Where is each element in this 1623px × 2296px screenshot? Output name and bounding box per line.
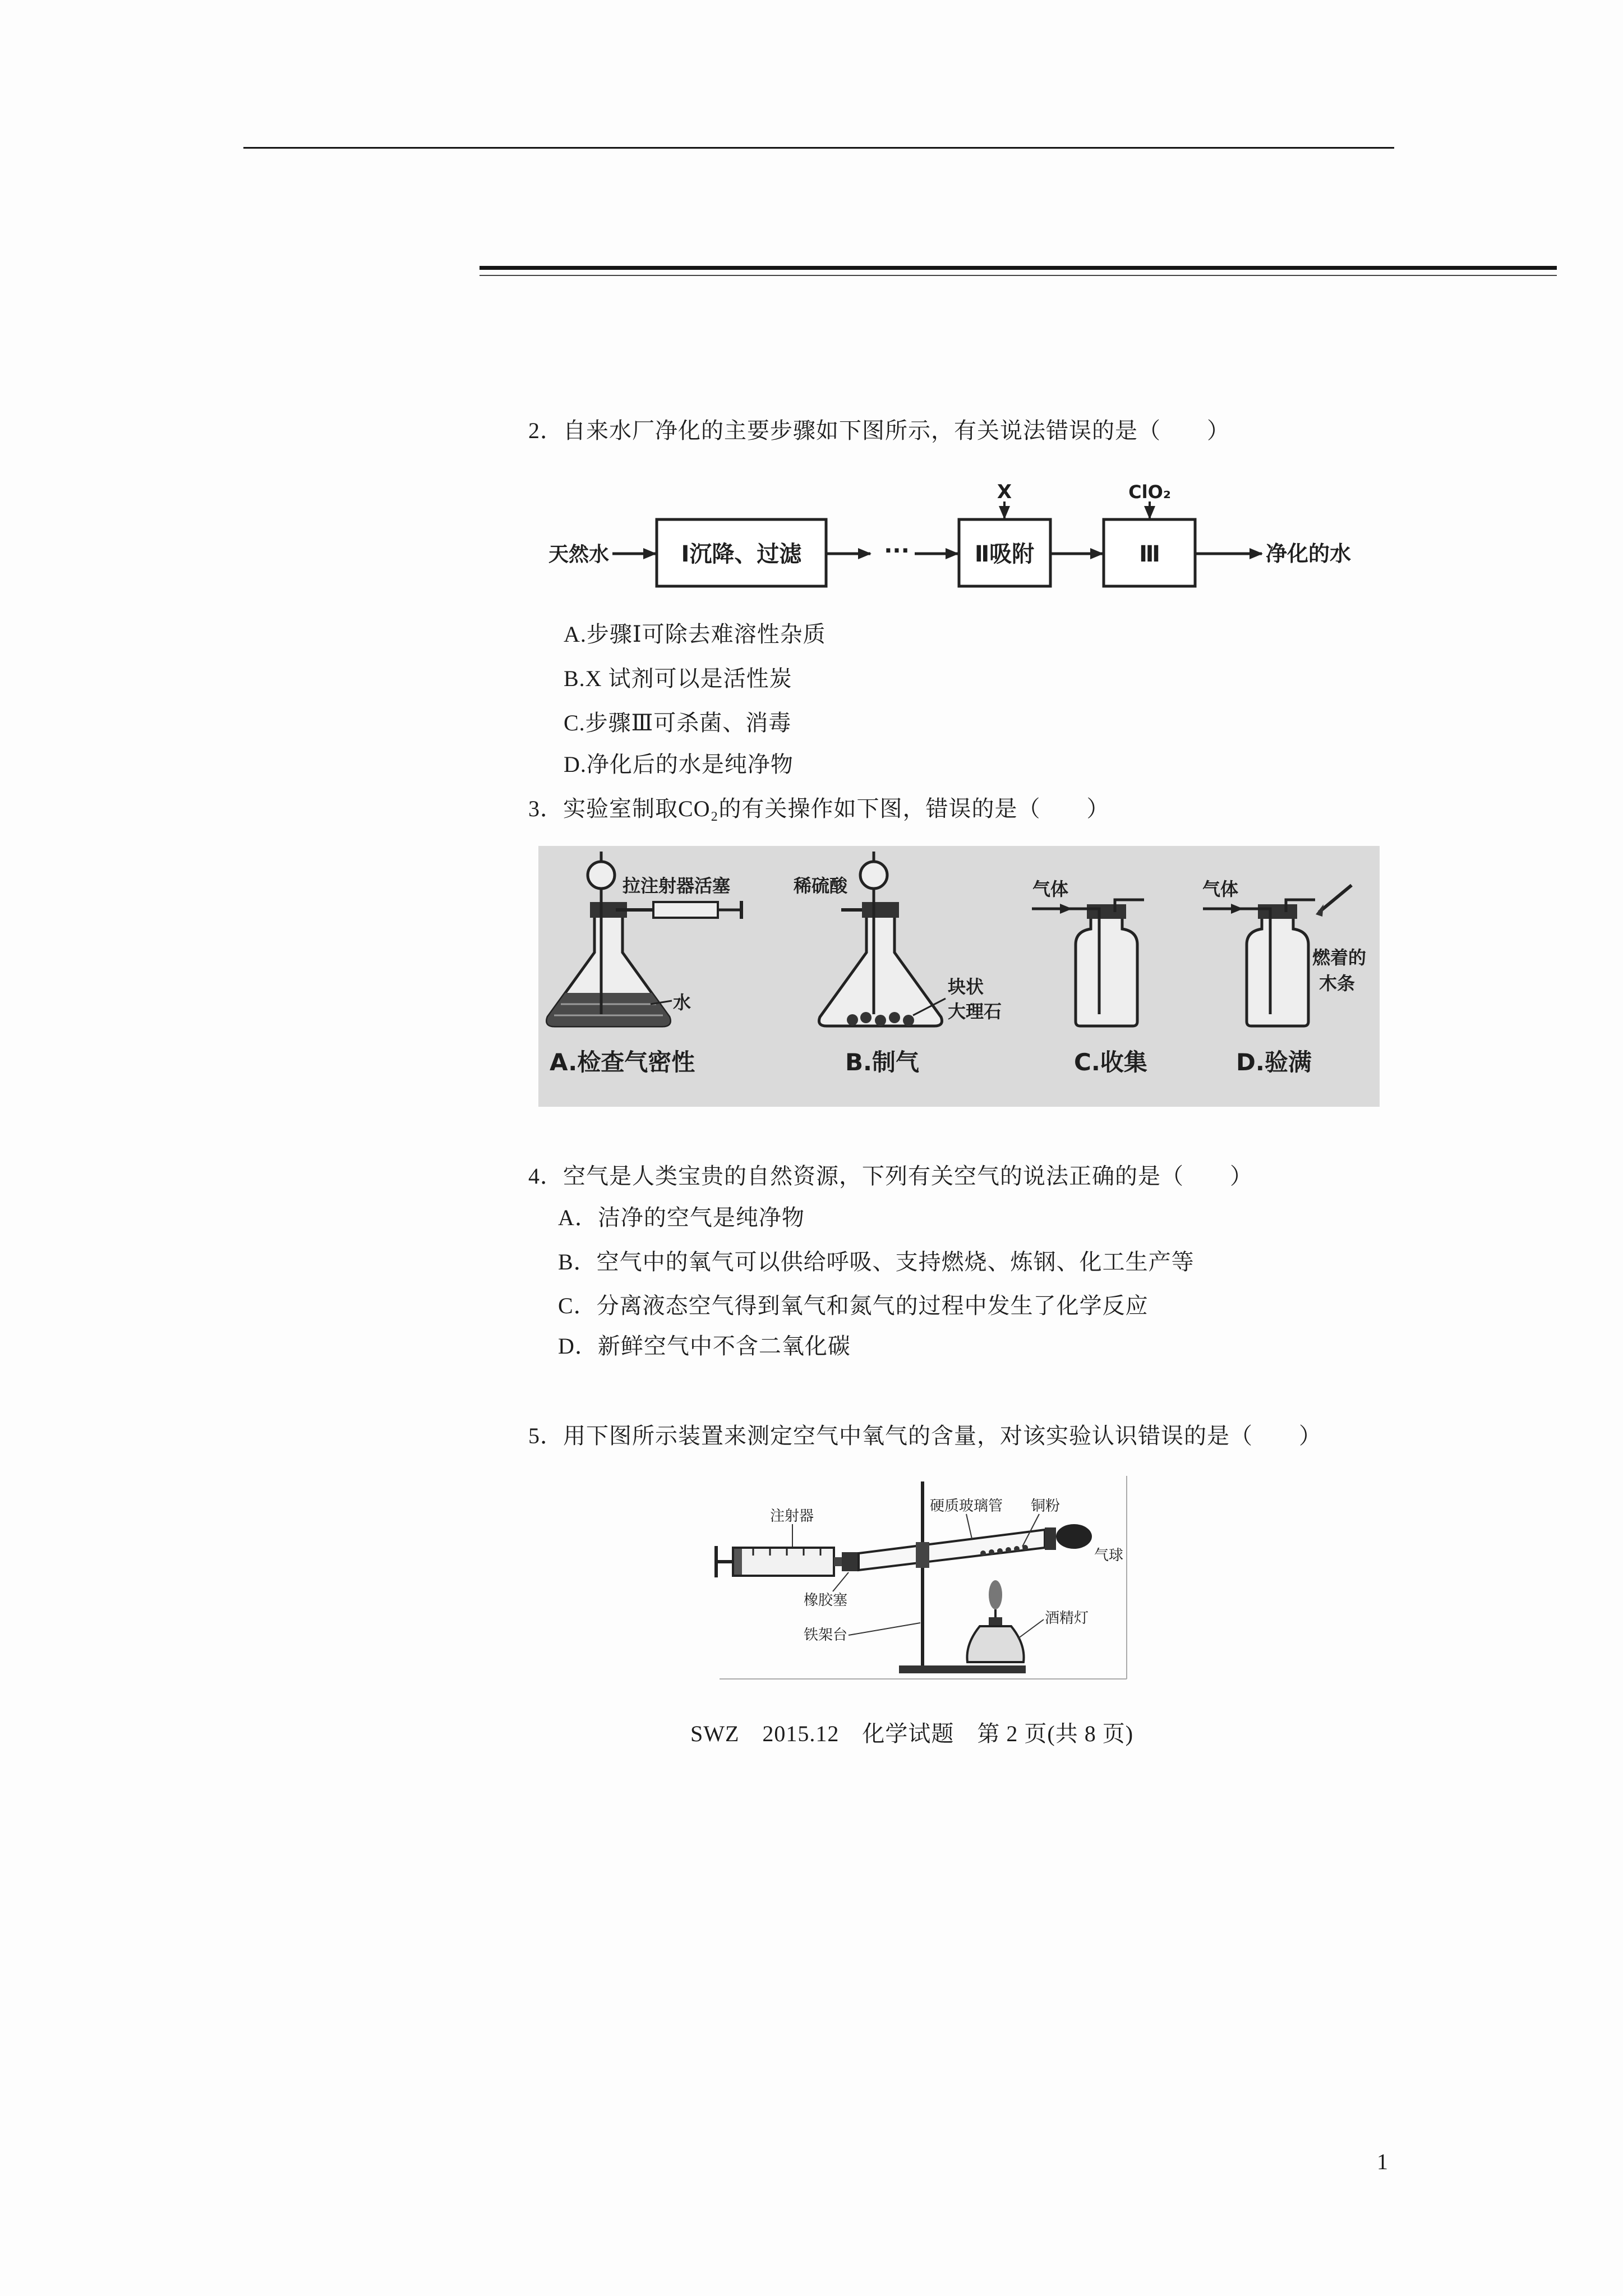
copper-powder (1014, 1546, 1020, 1552)
leader-glass-tube (966, 1514, 972, 1539)
lamp-flame (989, 1580, 1002, 1609)
copper-powder (980, 1550, 986, 1556)
syringe-nozzle (834, 1557, 842, 1566)
label-marble-2: 大理石 (948, 1001, 1002, 1022)
q2-stem: 2．自来水厂净化的主要步骤如下图所示，有关说法错误的是（ ） (528, 418, 1230, 443)
label-balloon: 气球 (1094, 1547, 1124, 1564)
page-number: 1 (1377, 2149, 1389, 2174)
header-thick-rule (479, 266, 1557, 270)
stopper-d (1258, 904, 1297, 919)
gas-bottle-d (1247, 912, 1308, 1026)
stand-base (899, 1665, 1026, 1673)
flow-step3-label: Ⅲ (1139, 541, 1160, 567)
copper-powder (989, 1549, 994, 1555)
label-alcohol-lamp: 酒精灯 (1045, 1610, 1089, 1627)
q3-stem: 3．实验室制取CO₂的有关操作如下图，错误的是（ ） (528, 796, 1110, 821)
caption-d: D.验满 (1236, 1048, 1312, 1076)
label-pull-syringe: 拉注射器活塞 (623, 875, 731, 896)
label-gas-d: 气体 (1202, 878, 1239, 900)
water-a (547, 993, 670, 1026)
lamp-body (967, 1626, 1023, 1662)
flow-ellipsis: ··· (884, 538, 910, 564)
balloon (1056, 1524, 1092, 1549)
flow-reagent-clo2-label: ClO₂ (1128, 481, 1171, 503)
marble-piece (860, 1012, 872, 1023)
label-glass-tube: 硬质玻璃管 (930, 1498, 1003, 1515)
leader-alcohol-lamp (1018, 1619, 1044, 1639)
stopper-c (1087, 904, 1126, 919)
q4-option-b: B．空气中的氧气可以供给呼吸、支持燃烧、炼钢、化工生产等 (558, 1249, 1195, 1274)
syringe-barrel (733, 1548, 834, 1576)
syringe-piston (734, 1549, 742, 1575)
label-syringe: 注射器 (770, 1508, 814, 1525)
caption-a: A.检查气密性 (550, 1048, 695, 1076)
copper-powder (997, 1548, 1003, 1554)
page-footer: SWZ 2015.12 化学试题 第 2 页(共 8 页) (690, 1721, 1134, 1746)
label-water: 水 (673, 992, 691, 1013)
label-gas-c: 气体 (1032, 878, 1069, 900)
label-burning-stick-1: 燃着的 (1312, 947, 1367, 968)
label-copper-powder: 铜粉 (1031, 1498, 1061, 1515)
q4-option-c: C．分离液态空气得到氧气和氮气的过程中发生了化学反应 (558, 1293, 1149, 1318)
leader-iron-stand (849, 1623, 920, 1635)
q2-option-c: C.步骤Ⅲ可杀菌、消毒 (564, 710, 792, 735)
marble-piece (903, 1015, 914, 1026)
q2-option-d: D.净化后的水是纯净物 (564, 752, 794, 777)
marble-piece (847, 1014, 858, 1025)
q2-option-b: B.X 试剂可以是活性炭 (564, 666, 792, 691)
flow-output-label: 净化的水 (1266, 541, 1352, 566)
gas-bottle-c (1076, 912, 1137, 1026)
marble-piece (889, 1012, 900, 1023)
q3-apparatus-figure (538, 846, 1380, 1107)
top-rule (243, 147, 1394, 149)
label-marble-1: 块状 (948, 976, 984, 997)
flow-reagent-x-label: X (997, 481, 1012, 503)
tube-end-stopper (1045, 1527, 1056, 1550)
leader-rubber-stopper (833, 1572, 849, 1591)
caption-c: C.收集 (1074, 1048, 1147, 1076)
label-burning-stick-2: 木条 (1319, 973, 1355, 994)
syringe-barrel-a (653, 902, 718, 918)
q4-option-a: A．洁净的空气是纯净物 (558, 1205, 805, 1230)
q2-option-a: A.步骤Ⅰ可除去难溶性杂质 (564, 622, 826, 647)
q4-option-d: D．新鲜空气中不含二氧化碳 (558, 1333, 851, 1359)
q5-stem: 5．用下图所示装置来测定空气中氧气的含量，对该实验认识错误的是（ ） (528, 1423, 1322, 1448)
caption-b: B.制气 (845, 1048, 919, 1076)
flow-step2-label: Ⅱ吸附 (974, 541, 1035, 567)
header-thin-rule (479, 275, 1557, 276)
label-dilute-sulfuric-acid: 稀硫酸 (794, 875, 848, 896)
marble-piece (875, 1015, 886, 1026)
q5-apparatus-figure (708, 1476, 1129, 1683)
q2-flow-diagram (538, 477, 1368, 600)
q4-stem: 4．空气是人类宝贵的自然资源，下列有关空气的说法正确的是（ ） (528, 1163, 1253, 1189)
label-iron-stand: 铁架台 (804, 1627, 848, 1644)
label-rubber-stopper: 橡胶塞 (804, 1592, 848, 1609)
tube-clamp (916, 1542, 929, 1568)
stopper-b (862, 902, 899, 918)
funnel-bulb-a (588, 862, 615, 889)
copper-powder (1006, 1547, 1011, 1553)
rubber-stopper (842, 1552, 859, 1571)
flow-step1-label: Ⅰ沉降、过滤 (681, 541, 802, 567)
flow-input-label: 天然水 (548, 543, 610, 566)
funnel-bulb-b (860, 862, 887, 889)
